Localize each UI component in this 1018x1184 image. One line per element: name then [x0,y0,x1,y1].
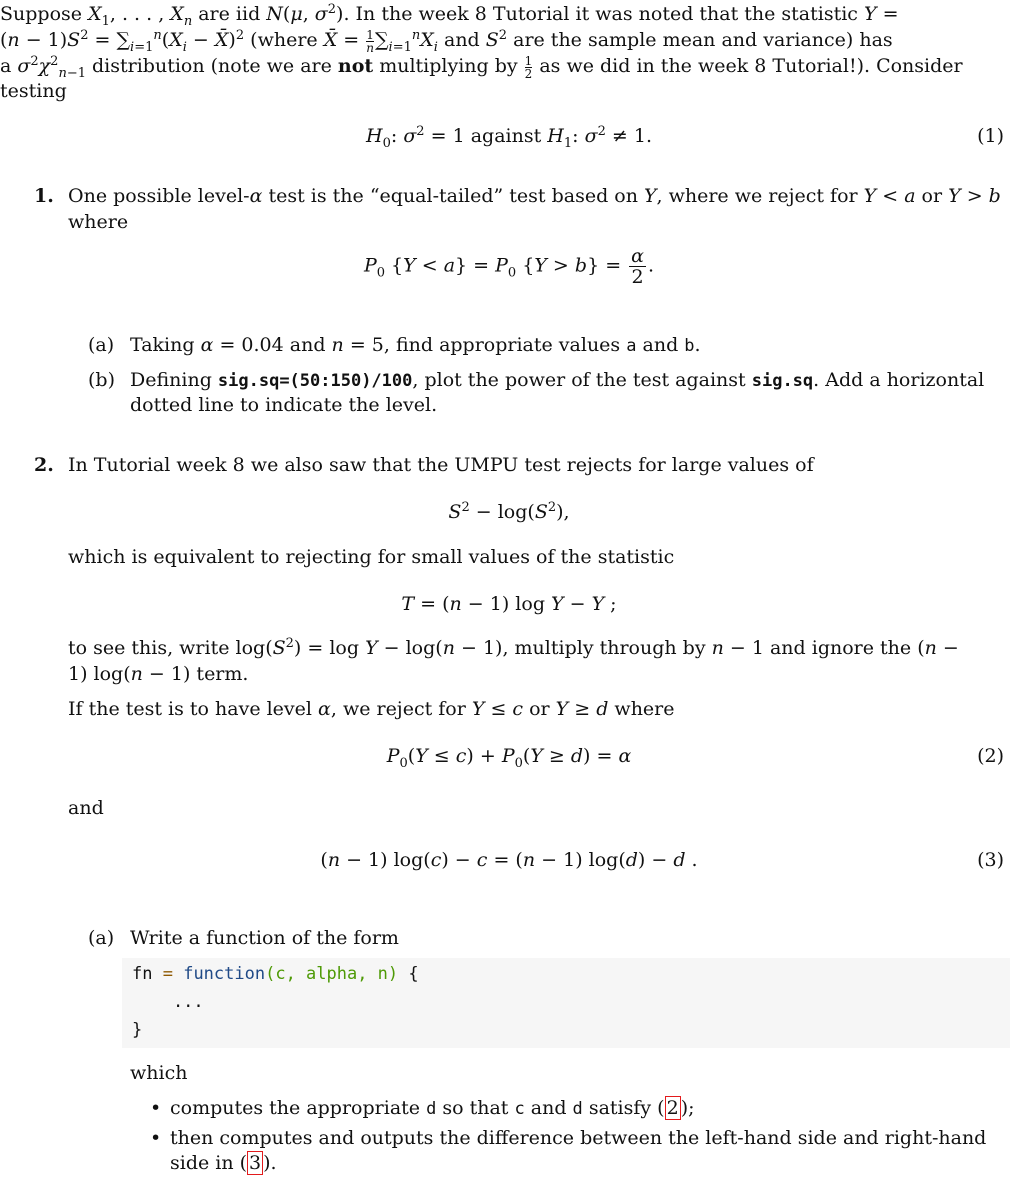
intro-line-1: Suppose $X_1$, . . . , $X_n$ are iid N(μ, $\sigma^2$). In the week 8 Tutorial it was noted that the statistic Y = [0,2,899,29]
question-2a-text: Write a function of the form [130,927,399,949]
bullet-1-text: computes the appropriate d so that c and d satisfy ( 2 ); [170,1097,695,1119]
equation-3-link[interactable]: 3 [249,1152,262,1174]
question-1a-text: Taking α = 0.04 and n = 5, find appropriate values a and b. [130,334,701,356]
question-2a-which: which [130,1062,188,1084]
question-1-text: One possible level-α test is the “equal-tailed” test based on Y, where we reject for Y < a or Y > b [68,185,1001,207]
question-1b-label: (b) [88,369,115,391]
equation-1: $H_0$: $\sigma^2 = 1$ against $H_1$: $\sigma^2 \ne 1$. [366,124,652,151]
equation-2-tag: (2) [977,745,1004,767]
equation-T-statistic: T = (n − 1) log Y − Y ; [401,593,617,615]
equation-umpu-statistic: $S^2 - \log(S^2)$, [448,500,570,523]
bullet-dot-2: • [150,1127,162,1149]
intro-line-4: testing [0,80,67,102]
code-line-1: fn = function(c, alpha, n) { [132,964,419,984]
equation-2-link[interactable]: 2 [666,1097,679,1119]
bullet-dot-1: • [150,1097,162,1119]
code-line-2: ... [132,992,204,1012]
code-line-3: } [132,1020,143,1040]
code-block [122,958,1010,1048]
equation-1-tag: (1) [977,125,1004,147]
question-2-text-2: which is equivalent to rejecting for small values of the statistic [68,546,675,568]
question-1-number: 1. [34,185,54,207]
question-1b-text: Defining sig.sq=(50:150)/100, plot the power of the test against sig.sq. Add a horizontal [130,369,985,391]
equation-equal-tailed: $P_0$ $\{Y < a\} = P_0$ {Y > b} = $\frac{\alpha}{2}$ . [363,245,655,288]
question-2-text-4: If the test is to have level α, we reject for Y ≤ c or Y ≥ d where [68,698,675,720]
question-1-where: where [68,211,129,233]
bullet-2-text: then computes and outputs the difference between the left-hand side and right-hand [170,1127,987,1149]
question-2-text-1: In Tutorial week 8 we also saw that the UMPU test rejects for large values of [68,454,814,476]
question-2-text-3: to see this, write $\log(S^2) = \log Y - \log(n - 1)$, multiply through by n − 1 and ignore the (n − [68,636,959,659]
question-2-and: and [68,797,104,819]
equation-3-tag: (3) [977,849,1004,871]
question-1a-label: (a) [88,334,115,356]
bullet-2-text-2: side in ( 3 ). [170,1152,277,1174]
question-2a-label: (a) [88,927,115,949]
question-2-text-3b: 1) log(n − 1) term. [68,663,249,685]
equation-2: $P_0(Y \le c) + P_0(Y \ge d) = \alpha$ [386,745,632,771]
intro-line-3: a $\sigma^2\chi^2_{n-1}$ distribution (note we are not multiplying by $\frac{1}{2}$ as we did in the week 8 Tutorial!). Consider [0,53,963,81]
question-2-number: 2. [34,454,54,476]
intro-line-2: $(n - 1)S^2 = \sum_{i=1}^n(X_i$ − X̄)$^2$ (where X̄ = $\frac{1}{n}$ $\sum_{i=1}^nX_i$ and $S^2$ are the sample mean and variance) has [0,27,893,55]
equation-3: (n − 1) log(c) − c = (n − 1) log(d) − d . [320,849,698,871]
question-1b-text-2: dotted line to indicate the level. [130,394,438,416]
